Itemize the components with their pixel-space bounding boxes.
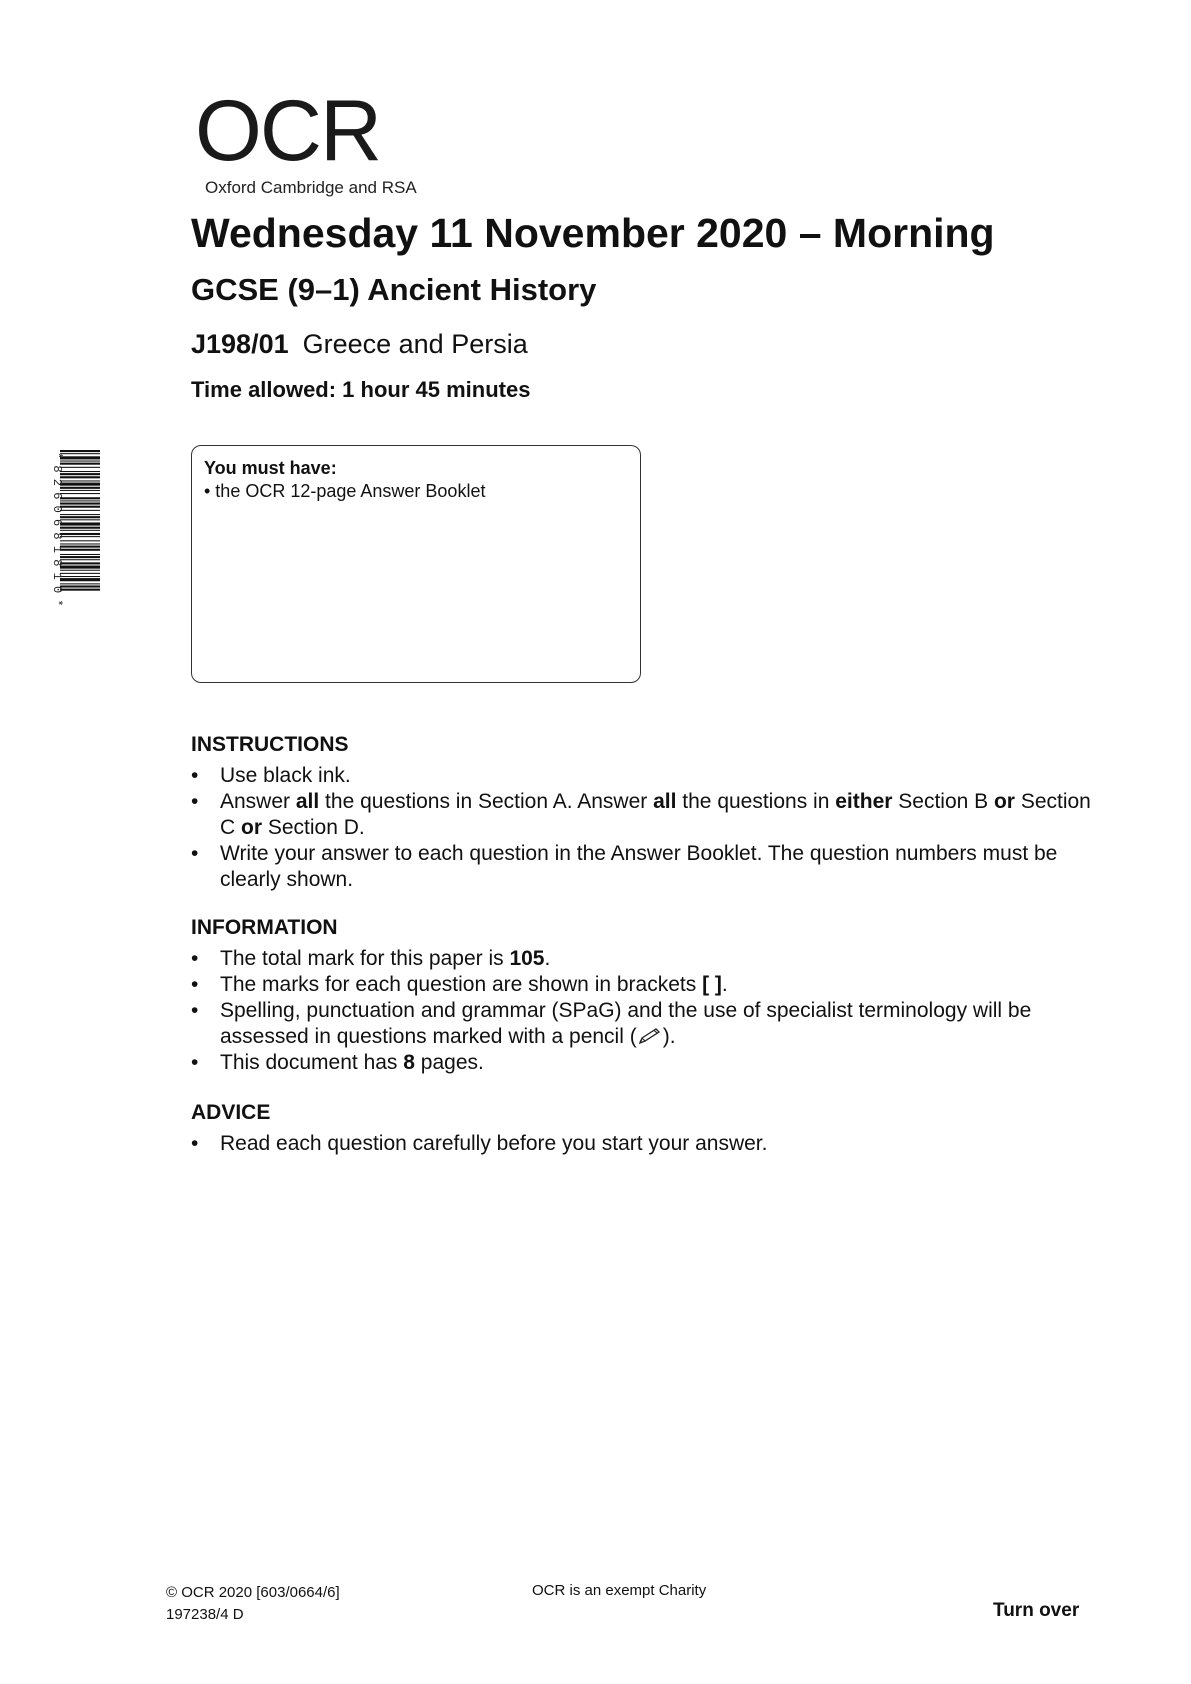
barcode-bar [60,554,100,555]
barcode-bar [60,506,100,508]
barcode-bar [60,589,100,591]
instruction-text: Use black ink. [220,764,351,787]
list-item [191,998,1091,1050]
barcode-bar [60,546,100,548]
list-item [191,946,1091,972]
barcode-bar [60,519,100,520]
instructions-heading: INSTRUCTIONS [191,733,349,756]
instruction-text: the questions in Section A. Answer [319,790,654,813]
barcode-bar [60,516,100,518]
paper-line [191,329,528,360]
barcode-bar [60,487,100,489]
barcode-bar [60,500,100,501]
barcode-bar [60,503,100,505]
information-section [191,916,1091,1076]
information-text: pages. [414,1051,484,1074]
instruction-text: Section B [892,790,994,813]
barcode-bar [60,480,100,481]
barcode-bar [60,536,100,537]
advice-heading: ADVICE [191,1101,271,1124]
barcode-bar [60,456,100,459]
requirements-heading: You must have: [204,458,337,478]
barcode-bar [60,463,100,465]
document-reference: 197238/4 D [166,1606,244,1623]
logo-tagline: Oxford Cambridge and RSA [205,178,417,197]
footer-left [166,1582,340,1626]
barcode-bar [60,573,100,574]
emphasis: all [295,790,320,813]
barcode-bar [60,476,100,478]
list-item [191,841,1091,893]
barcode-bar [60,559,100,560]
information-list [191,946,1091,1076]
barcode-bar [60,570,100,571]
instruction-text: Section D. [262,816,365,839]
instruction-text: Write your answer to each question in the Answer Booklet. The question numbers must be clearly shown. [220,842,1058,891]
list-item [191,1131,1091,1157]
ocr-logo [195,83,445,198]
emphasis: 8 [403,1051,415,1074]
barcode-bar [60,578,100,581]
barcode-icon [40,450,100,682]
list-item [191,972,1091,998]
instruction-text: Answer [220,790,296,813]
barcode-bar [60,576,100,577]
advice-list [191,1131,1091,1157]
information-text: ). [662,1025,676,1048]
instructions-section [191,733,1091,893]
instruction-text: the questions in [676,790,836,813]
barcode-bar [60,562,100,564]
barcode-bar [60,473,100,475]
instruction-text: Section C [220,790,1091,839]
information-text: The marks for each question are shown in brackets [220,973,703,996]
barcode-bar [60,453,100,454]
barcode-bar [60,522,100,525]
barcode-bar [60,471,100,472]
requirements-item: • the OCR 12-page Answer Booklet [204,481,486,501]
time-allowed: Time allowed: 1 hour 45 minutes [191,377,531,402]
instructions-list [191,763,1091,893]
emphasis: [ ] [702,973,722,996]
barcode-bar [60,497,100,499]
barcode-bar [60,543,100,544]
paper-title: Greece and Persia [302,329,528,359]
emphasis: 105 [509,947,545,970]
emphasis: or [241,816,262,839]
barcode-bar [60,490,100,491]
barcode-bar [60,530,100,531]
barcode-bar [60,533,100,535]
emphasis: all [653,790,677,813]
barcode-bar [60,556,100,558]
information-text: . [544,947,551,970]
turn-over-label: Turn over [993,1600,1080,1621]
requirements-box [191,445,641,683]
copyright-notice: © OCR 2020 [603/0664/6] [166,1584,340,1601]
information-text: This document has [220,1051,404,1074]
information-text: . [721,973,728,996]
emphasis: or [993,790,1015,813]
barcode-bar [60,549,100,551]
paper-code: J198/01 [191,329,289,359]
information-text: Spelling, punctuation and grammar (SPaG) and the use of specialist terminology will be assessed in questions marked with a pencil ( [220,999,1032,1048]
list-item [191,789,1091,841]
information-heading: INFORMATION [191,916,338,939]
emphasis: either [835,790,893,813]
list-item [191,763,1091,789]
pencil-icon [637,1027,663,1045]
barcode-bars [60,450,100,591]
charity-notice: OCR is an exempt Charity [532,1582,707,1599]
barcode-bar [60,483,100,486]
barcode-bar [60,510,100,511]
barcode-bar [60,583,100,584]
barcode-bar [60,514,100,515]
barcode-bar [60,493,100,494]
list-item [191,1050,1091,1076]
qualification-title: GCSE (9–1) Ancient History [191,272,597,307]
advice-section [191,1101,1091,1157]
exam-date: Wednesday 11 November 2020 – Morning [191,210,995,256]
information-text: The total mark for this paper is [220,947,510,970]
barcode-bar [60,461,100,462]
advice-text: Read each question carefully before you start your answer. [220,1132,768,1155]
logo-mark: OCR [195,83,381,179]
barcode-bar [60,450,100,452]
barcode-bar [60,467,100,468]
barcode-bar [60,566,100,569]
barcode-bar [60,585,100,587]
barcode-bar [60,540,100,541]
barcode-bar [60,527,100,529]
barcode-digits: *8260681810* [50,452,64,613]
